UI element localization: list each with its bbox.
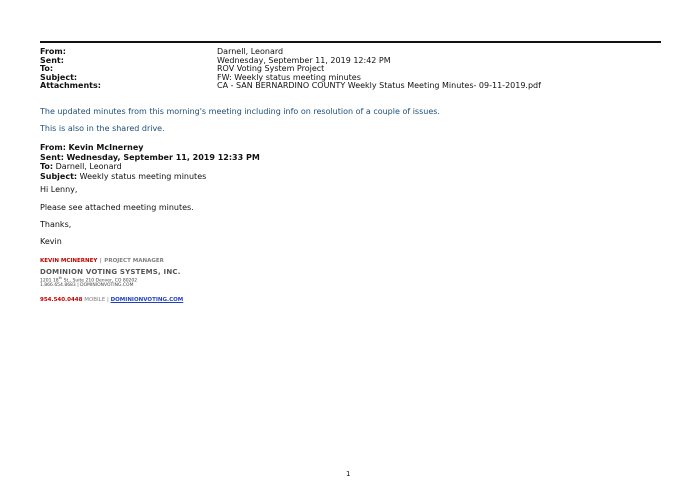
greeting: Hi Lenny, [40,185,78,194]
forwarded-header [40,143,260,181]
body-line-1: The updated minutes from this morning's meeting including info on resolution of a couple of issues. [40,107,440,116]
header-row-sent [40,57,661,66]
fwd-sent-row [40,153,260,163]
fwd-subject-value: Weekly status meeting minutes [79,171,207,181]
sent-label: Sent: [40,55,64,65]
address-end: St., Suite 210 Denver, CO 80202 [62,278,138,284]
fwd-subject-label: Subject: [40,171,78,181]
fwd-subject-row [40,172,260,182]
phone-line [40,294,183,303]
subject-label: Subject: [40,72,78,82]
fwd-from-label: From: [40,143,66,152]
attachments-label: Attachments: [40,81,101,91]
attachment-link[interactable]: CA - SAN BERNARDINO COUNTY Weekly Status Meeting Minutes- 09-11-2019.pdf [217,81,541,91]
header-row-attachments [40,82,661,91]
fwd-from-value: Kevin McInerney [68,143,144,152]
fwd-to-value: Darnell, Leonard [55,162,122,171]
company-label: DOMINION VOTING SYSTEMS, INC. [40,268,181,276]
body-line-2: This is also in the shared drive. [40,124,165,133]
message-line: Please see attached meeting minutes. [40,203,194,212]
company-name [40,267,181,276]
address-superscript: th [58,276,63,280]
header-rule [40,41,661,43]
contact-line: 1.866.654.8683 | DOMINIONVOTING.COM [40,283,134,288]
to-label: To: [40,64,54,74]
email-header [40,48,661,91]
sent-value: Wednesday, September 11, 2019 12:42 PM [217,55,391,65]
phone-number: 954.540.0448 [40,297,83,303]
address-start: 1201 18 [40,278,59,284]
from-label: From: [40,47,66,56]
fwd-to-row [40,162,260,172]
fwd-sent-value: Wednesday, September 11, 2019 12:33 PM [66,152,260,162]
sender-name: Kevin [40,237,62,246]
thanks-line: Thanks, [40,220,72,229]
page-number: 1 [346,470,351,478]
fwd-to-label: To: [40,162,54,171]
subject-value: FW: Weekly status meeting minutes [217,72,361,82]
fwd-from-row [40,143,260,153]
signature-name: KEVIN MCINERNEY [40,258,98,264]
signature-separator: | [99,258,102,264]
from-value: Darnell, Leonard [217,47,284,56]
website-link[interactable]: DOMINIONVOTING.COM [110,297,184,303]
signature-title: PROJECT MANAGER [104,258,164,264]
to-value: ROV Voting System Project [217,64,325,74]
signature-name-line [40,255,164,264]
mobile-label: MOBILE | [82,297,111,303]
fwd-sent-label: Sent: [40,152,64,162]
